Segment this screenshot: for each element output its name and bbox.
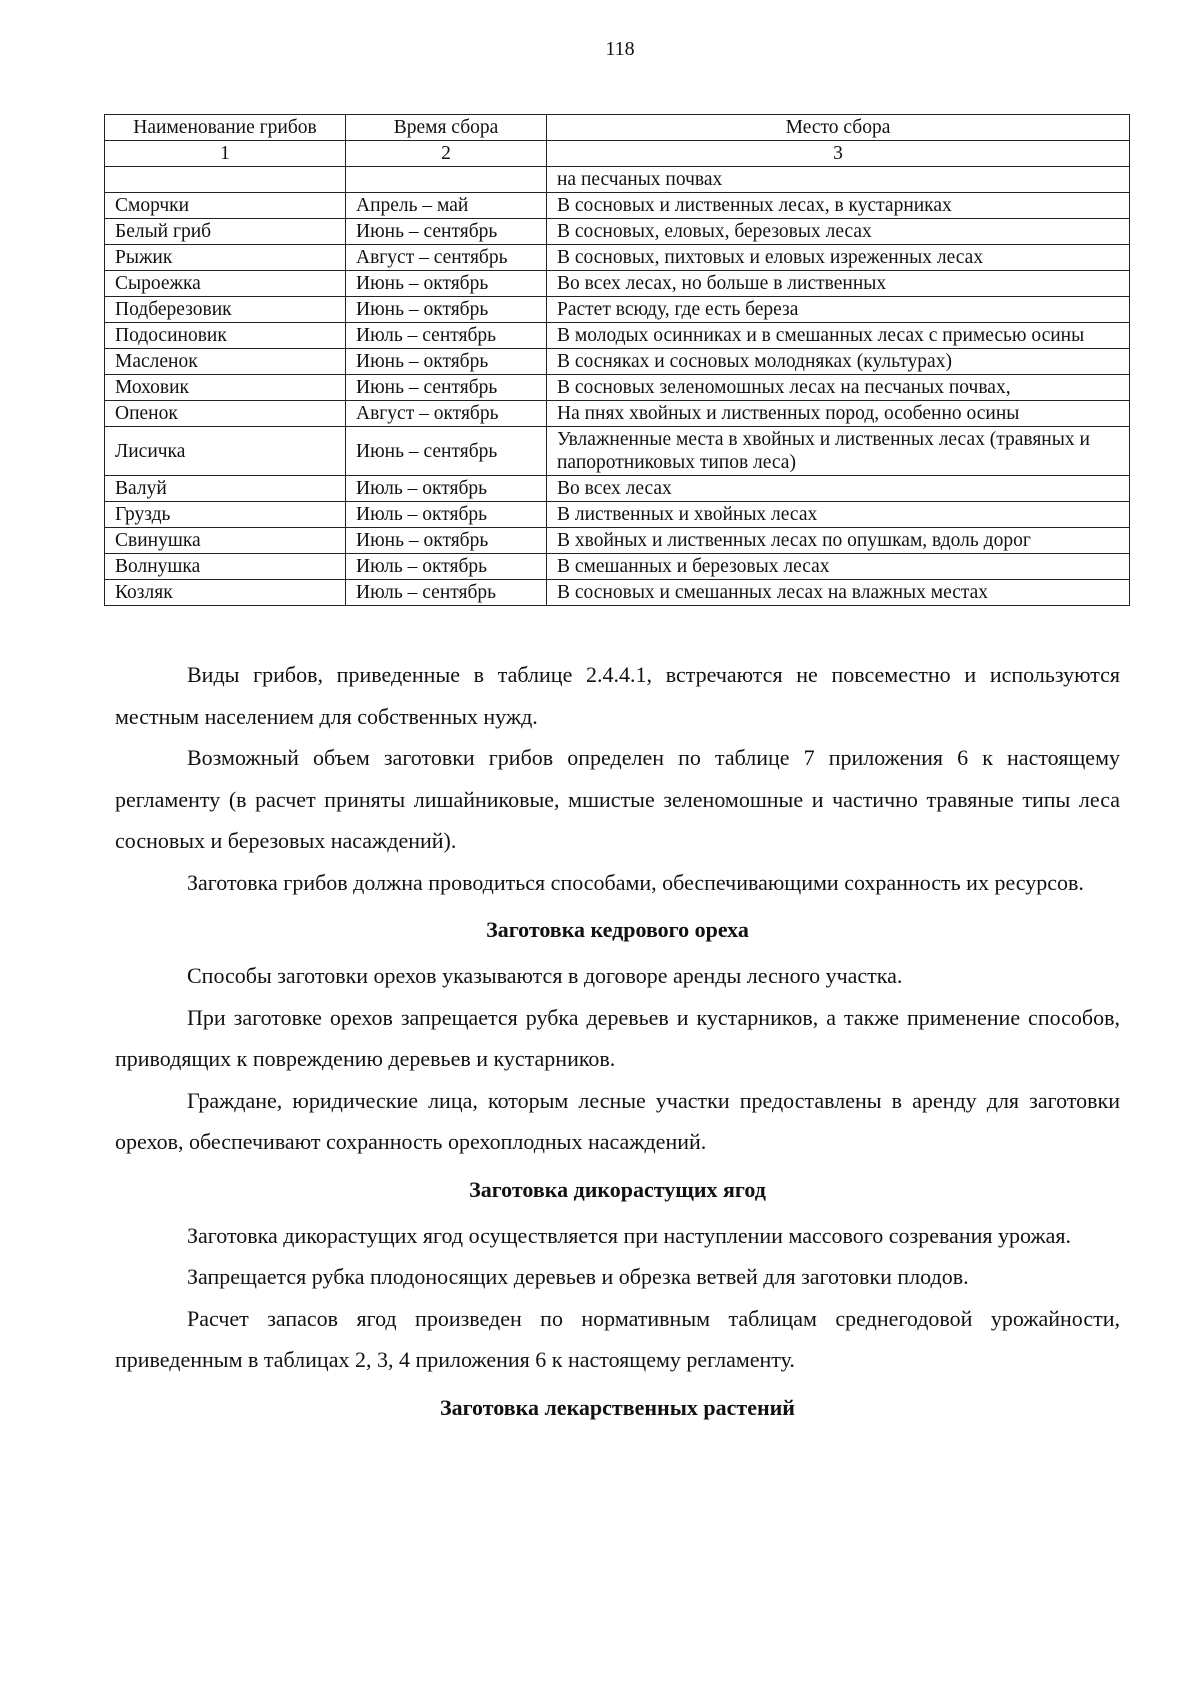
table-row (105, 297, 1130, 323)
harvest-place-cell: В лиственных и хвойных лесах (547, 502, 1130, 528)
mushroom-name-cell: Подберезовик (105, 297, 346, 323)
harvest-place-cell: Во всех лесах (547, 476, 1130, 502)
harvest-place-cell: Растет всюду, где есть береза (547, 297, 1130, 323)
table-row (105, 580, 1130, 606)
harvest-time-cell (346, 167, 547, 193)
table-row (105, 375, 1130, 401)
paragraph: Возможный объем заготовки грибов определен по таблице 7 приложения 6 к настоящему регламенту (в расчет приняты лишайниковые, мшистые зеленомошные и частично травяные типы леса сосновых и березовых насаждений). (115, 745, 1120, 853)
harvest-time-cell: Июль – октябрь (346, 476, 547, 502)
page-number: 118 (605, 38, 635, 60)
mushroom-name-cell: Белый гриб (105, 219, 346, 245)
table-row (105, 349, 1130, 375)
body-text (115, 654, 1120, 1433)
harvest-place-cell: В смешанных и березовых лесах (547, 554, 1130, 580)
harvest-time-cell: Июль – октябрь (346, 502, 547, 528)
table-row (105, 427, 1130, 476)
mushroom-name-cell (105, 167, 346, 193)
table-row (105, 193, 1130, 219)
table-row (105, 219, 1130, 245)
harvest-time-cell: Июль – октябрь (346, 554, 547, 580)
column-header-time: Время сбора (346, 115, 547, 141)
harvest-place-cell: В молодых осинниках и в смешанных лесах с примесью осины (547, 323, 1130, 349)
table-row (105, 476, 1130, 502)
harvest-time-cell: Август – октябрь (346, 401, 547, 427)
paragraph: Запрещается рубка плодоносящих деревьев и обрезка ветвей для заготовки плодов. (187, 1264, 969, 1289)
column-header-name: Наименование грибов (105, 115, 346, 141)
harvest-time-cell: Июль – сентябрь (346, 323, 547, 349)
harvest-time-cell: Август – сентябрь (346, 245, 547, 271)
table-row (105, 554, 1130, 580)
mushroom-name-cell: Рыжик (105, 245, 346, 271)
mushroom-name-cell: Лисичка (105, 427, 346, 476)
table-header-row (105, 115, 1130, 141)
paragraph: Расчет запасов ягод произведен по нормативным таблицам среднегодовой урожайности, приведенным в таблицах 2, 3, 4 приложения 6 к настоящему регламенту. (115, 1305, 1120, 1372)
harvest-time-cell: Июнь – сентябрь (346, 427, 547, 476)
paragraph: При заготовке орехов запрещается рубка деревьев и кустарников, а также применение способов, приводящих к повреждению деревьев и кустарников. (115, 1004, 1120, 1071)
table-row (105, 502, 1130, 528)
mushroom-name-cell: Валуй (105, 476, 346, 502)
table-row (105, 245, 1130, 271)
table-row (105, 167, 1130, 193)
paragraph: Виды грибов, приведенные в таблице 2.4.4.1, встречаются не повсеместно и используются местным населением для собственных нужд. (115, 662, 1120, 729)
harvest-place-cell: на песчаных почвах (547, 167, 1130, 193)
mushroom-name-cell: Подосиновик (105, 323, 346, 349)
table-row (105, 271, 1130, 297)
column-number: 2 (346, 141, 547, 167)
column-number: 3 (547, 141, 1130, 167)
harvest-place-cell: В хвойных и лиственных лесах по опушкам, вдоль дорог (547, 528, 1130, 554)
mushroom-name-cell: Масленок (105, 349, 346, 375)
harvest-place-cell: Во всех лесах, но больше в лиственных (547, 271, 1130, 297)
harvest-time-cell: Июнь – октябрь (346, 271, 547, 297)
table-row (105, 323, 1130, 349)
harvest-place-cell: В сосновых и лиственных лесах, в кустарниках (547, 193, 1130, 219)
harvest-time-cell: Июнь – октябрь (346, 297, 547, 323)
harvest-time-cell: Июнь – октябрь (346, 349, 547, 375)
section-heading: Заготовка лекарственных растений (440, 1394, 795, 1420)
harvest-time-cell: Июнь – сентябрь (346, 219, 547, 245)
harvest-place-cell: В сосновых, пихтовых и еловых изреженных лесах (547, 245, 1130, 271)
mushroom-name-cell: Козляк (105, 580, 346, 606)
harvest-time-cell: Июнь – октябрь (346, 528, 547, 554)
section-heading: Заготовка кедрового ореха (486, 917, 749, 942)
mushroom-name-cell: Свинушка (105, 528, 346, 554)
section-heading: Заготовка дикорастущих ягод (469, 1176, 766, 1202)
harvest-place-cell: На пнях хвойных и лиственных пород, особенно осины (547, 401, 1130, 427)
table-row (105, 528, 1130, 554)
harvest-place-cell: В сосновых зеленомошных лесах на песчаных почвах, (547, 375, 1130, 401)
paragraph: Заготовка дикорастущих ягод осуществляется при наступлении массового созревания урожая. (187, 1222, 1072, 1248)
column-number-row (105, 141, 1130, 167)
harvest-time-cell: Июль – сентябрь (346, 580, 547, 606)
harvest-time-cell: Июнь – сентябрь (346, 375, 547, 401)
harvest-place-cell: Увлажненные места в хвойных и лиственных лесах (травяных и папоротниковых типов леса) (547, 427, 1130, 476)
mushroom-name-cell: Опенок (105, 401, 346, 427)
paragraph: Способы заготовки орехов указываются в договоре аренды лесного участка. (187, 963, 903, 988)
paragraph: Граждане, юридические лица, которым лесные участки предоставлены в аренду для заготовки орехов, обеспечивают сохранность орехоплодных насаждений. (115, 1087, 1120, 1154)
harvest-place-cell: В сосновых и смешанных лесах на влажных местах (547, 580, 1130, 606)
mushroom-name-cell: Сморчки (105, 193, 346, 219)
mushroom-name-cell: Волнушка (105, 554, 346, 580)
mushroom-name-cell: Сыроежка (105, 271, 346, 297)
column-number: 1 (105, 141, 346, 167)
mushroom-table (104, 114, 1130, 606)
paragraph: Заготовка грибов должна проводиться способами, обеспечивающими сохранность их ресурсов. (187, 869, 1084, 895)
harvest-place-cell: В сосновых, еловых, березовых лесах (547, 219, 1130, 245)
mushroom-name-cell: Моховик (105, 375, 346, 401)
column-header-place: Место сбора (547, 115, 1130, 141)
table-row (105, 401, 1130, 427)
harvest-time-cell: Апрель – май (346, 193, 547, 219)
mushroom-name-cell: Груздь (105, 502, 346, 528)
harvest-place-cell: В сосняках и сосновых молодняках (культурах) (547, 349, 1130, 375)
